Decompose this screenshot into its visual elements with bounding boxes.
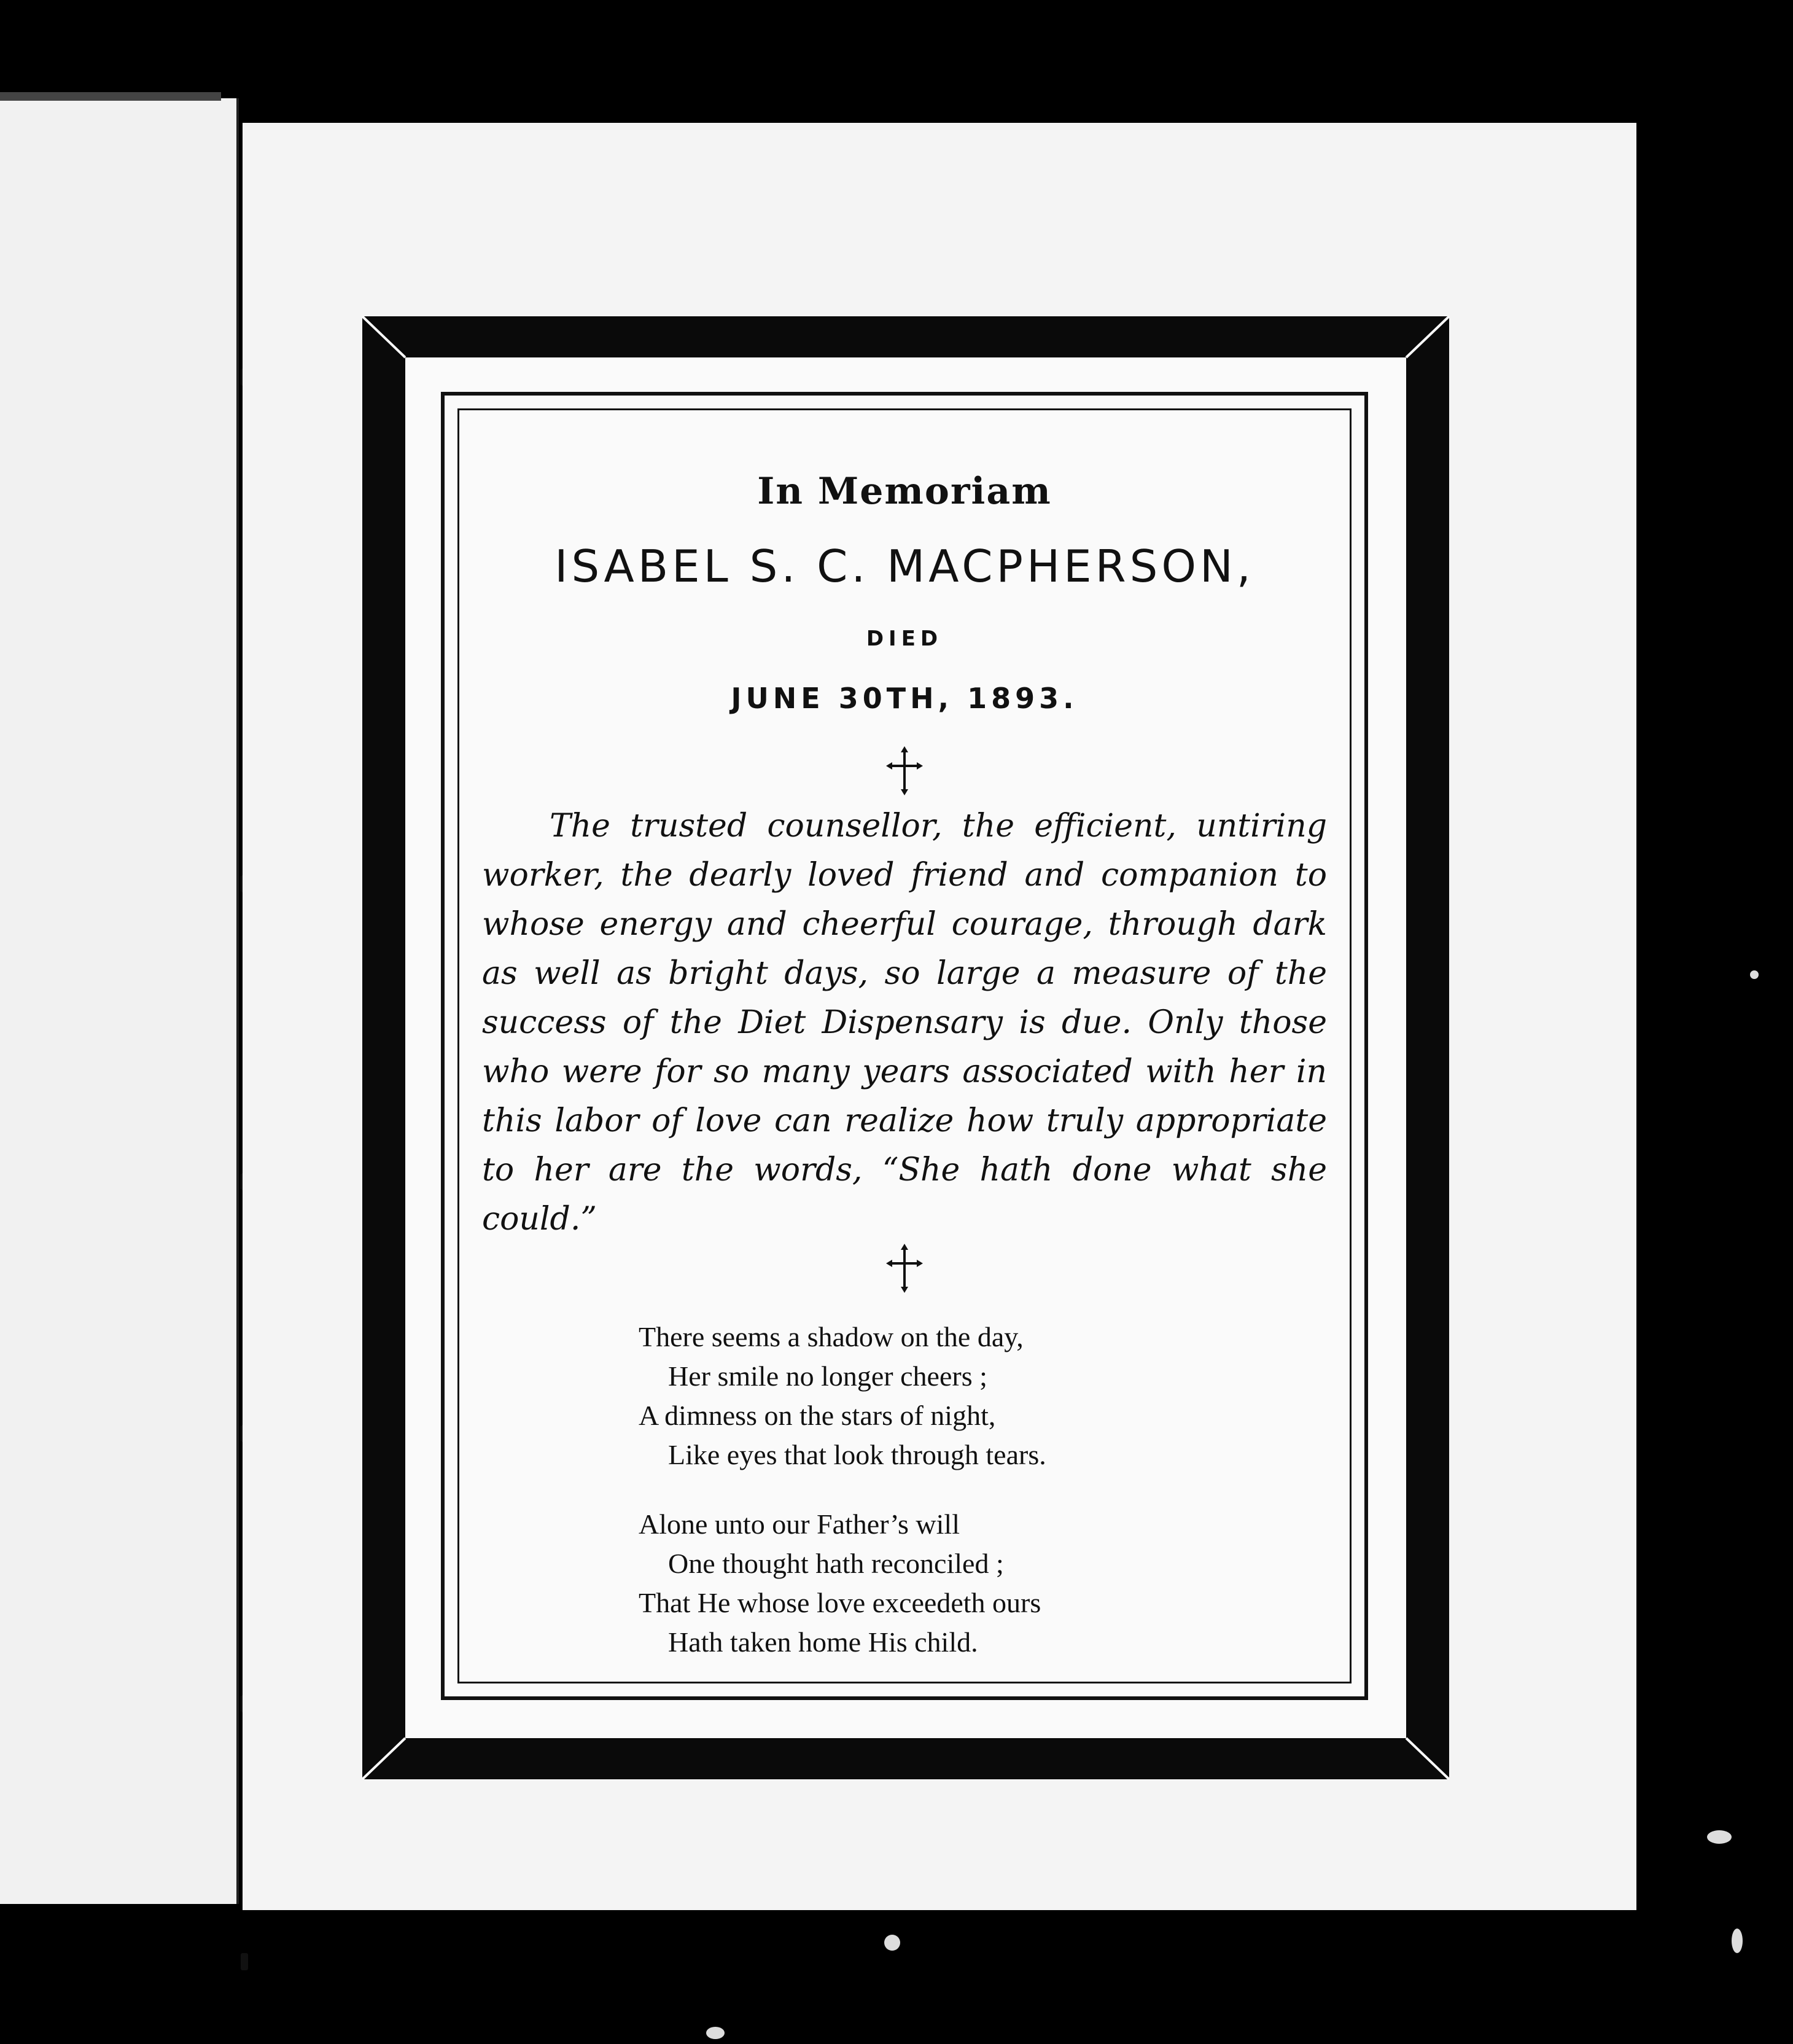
scan-speck: [884, 1935, 900, 1951]
memoriam-heading: In Memoriam: [757, 470, 1052, 513]
cross-fleury-icon: [886, 746, 923, 795]
verse-stanza-1: [639, 1317, 1191, 1475]
verse-stanza-2: [639, 1505, 1191, 1662]
verse-line: One thought hath reconciled ;: [668, 1548, 1004, 1579]
died-label: DIED: [866, 626, 943, 651]
scan-speck: [1750, 970, 1759, 979]
tribute-paragraph: [482, 802, 1327, 1244]
scan-speck: [1732, 1929, 1743, 1953]
verse-line: A dimness on the stars of night,: [639, 1400, 996, 1431]
verse-line: Like eyes that look through tears.: [668, 1439, 1046, 1470]
verse-line: Alone unto our Father’s will: [639, 1508, 960, 1540]
death-date: JUNE 30TH, 1893.: [731, 682, 1078, 715]
verse-line: Hath taken home His child.: [668, 1626, 978, 1658]
verse-line: There seems a shadow on the day,: [639, 1321, 1024, 1352]
scan-speck: [706, 2027, 725, 2039]
verse-line: That He whose love exceedeth ours: [639, 1587, 1041, 1618]
verse-line: Her smile no longer cheers ;: [668, 1360, 987, 1392]
cross-fleury-icon: [886, 1244, 923, 1293]
memorial-card: [457, 408, 1352, 1683]
tribute-text: The trusted counsellor, the efficient, untiring worker, the dearly loved friend and companion to whose energy and cheerful courage, through dark as well as bright days, so large a measure of the success of the Diet Dispensary is due. Only those who were for so many years associated with her in this labor of love can realize how truly appropriate to her are the words, “She hath done what she could.”: [482, 808, 1327, 1238]
scan-speck: [1707, 1830, 1732, 1844]
deceased-name: ISABEL S. C. MACPHERSON,: [554, 540, 1254, 592]
